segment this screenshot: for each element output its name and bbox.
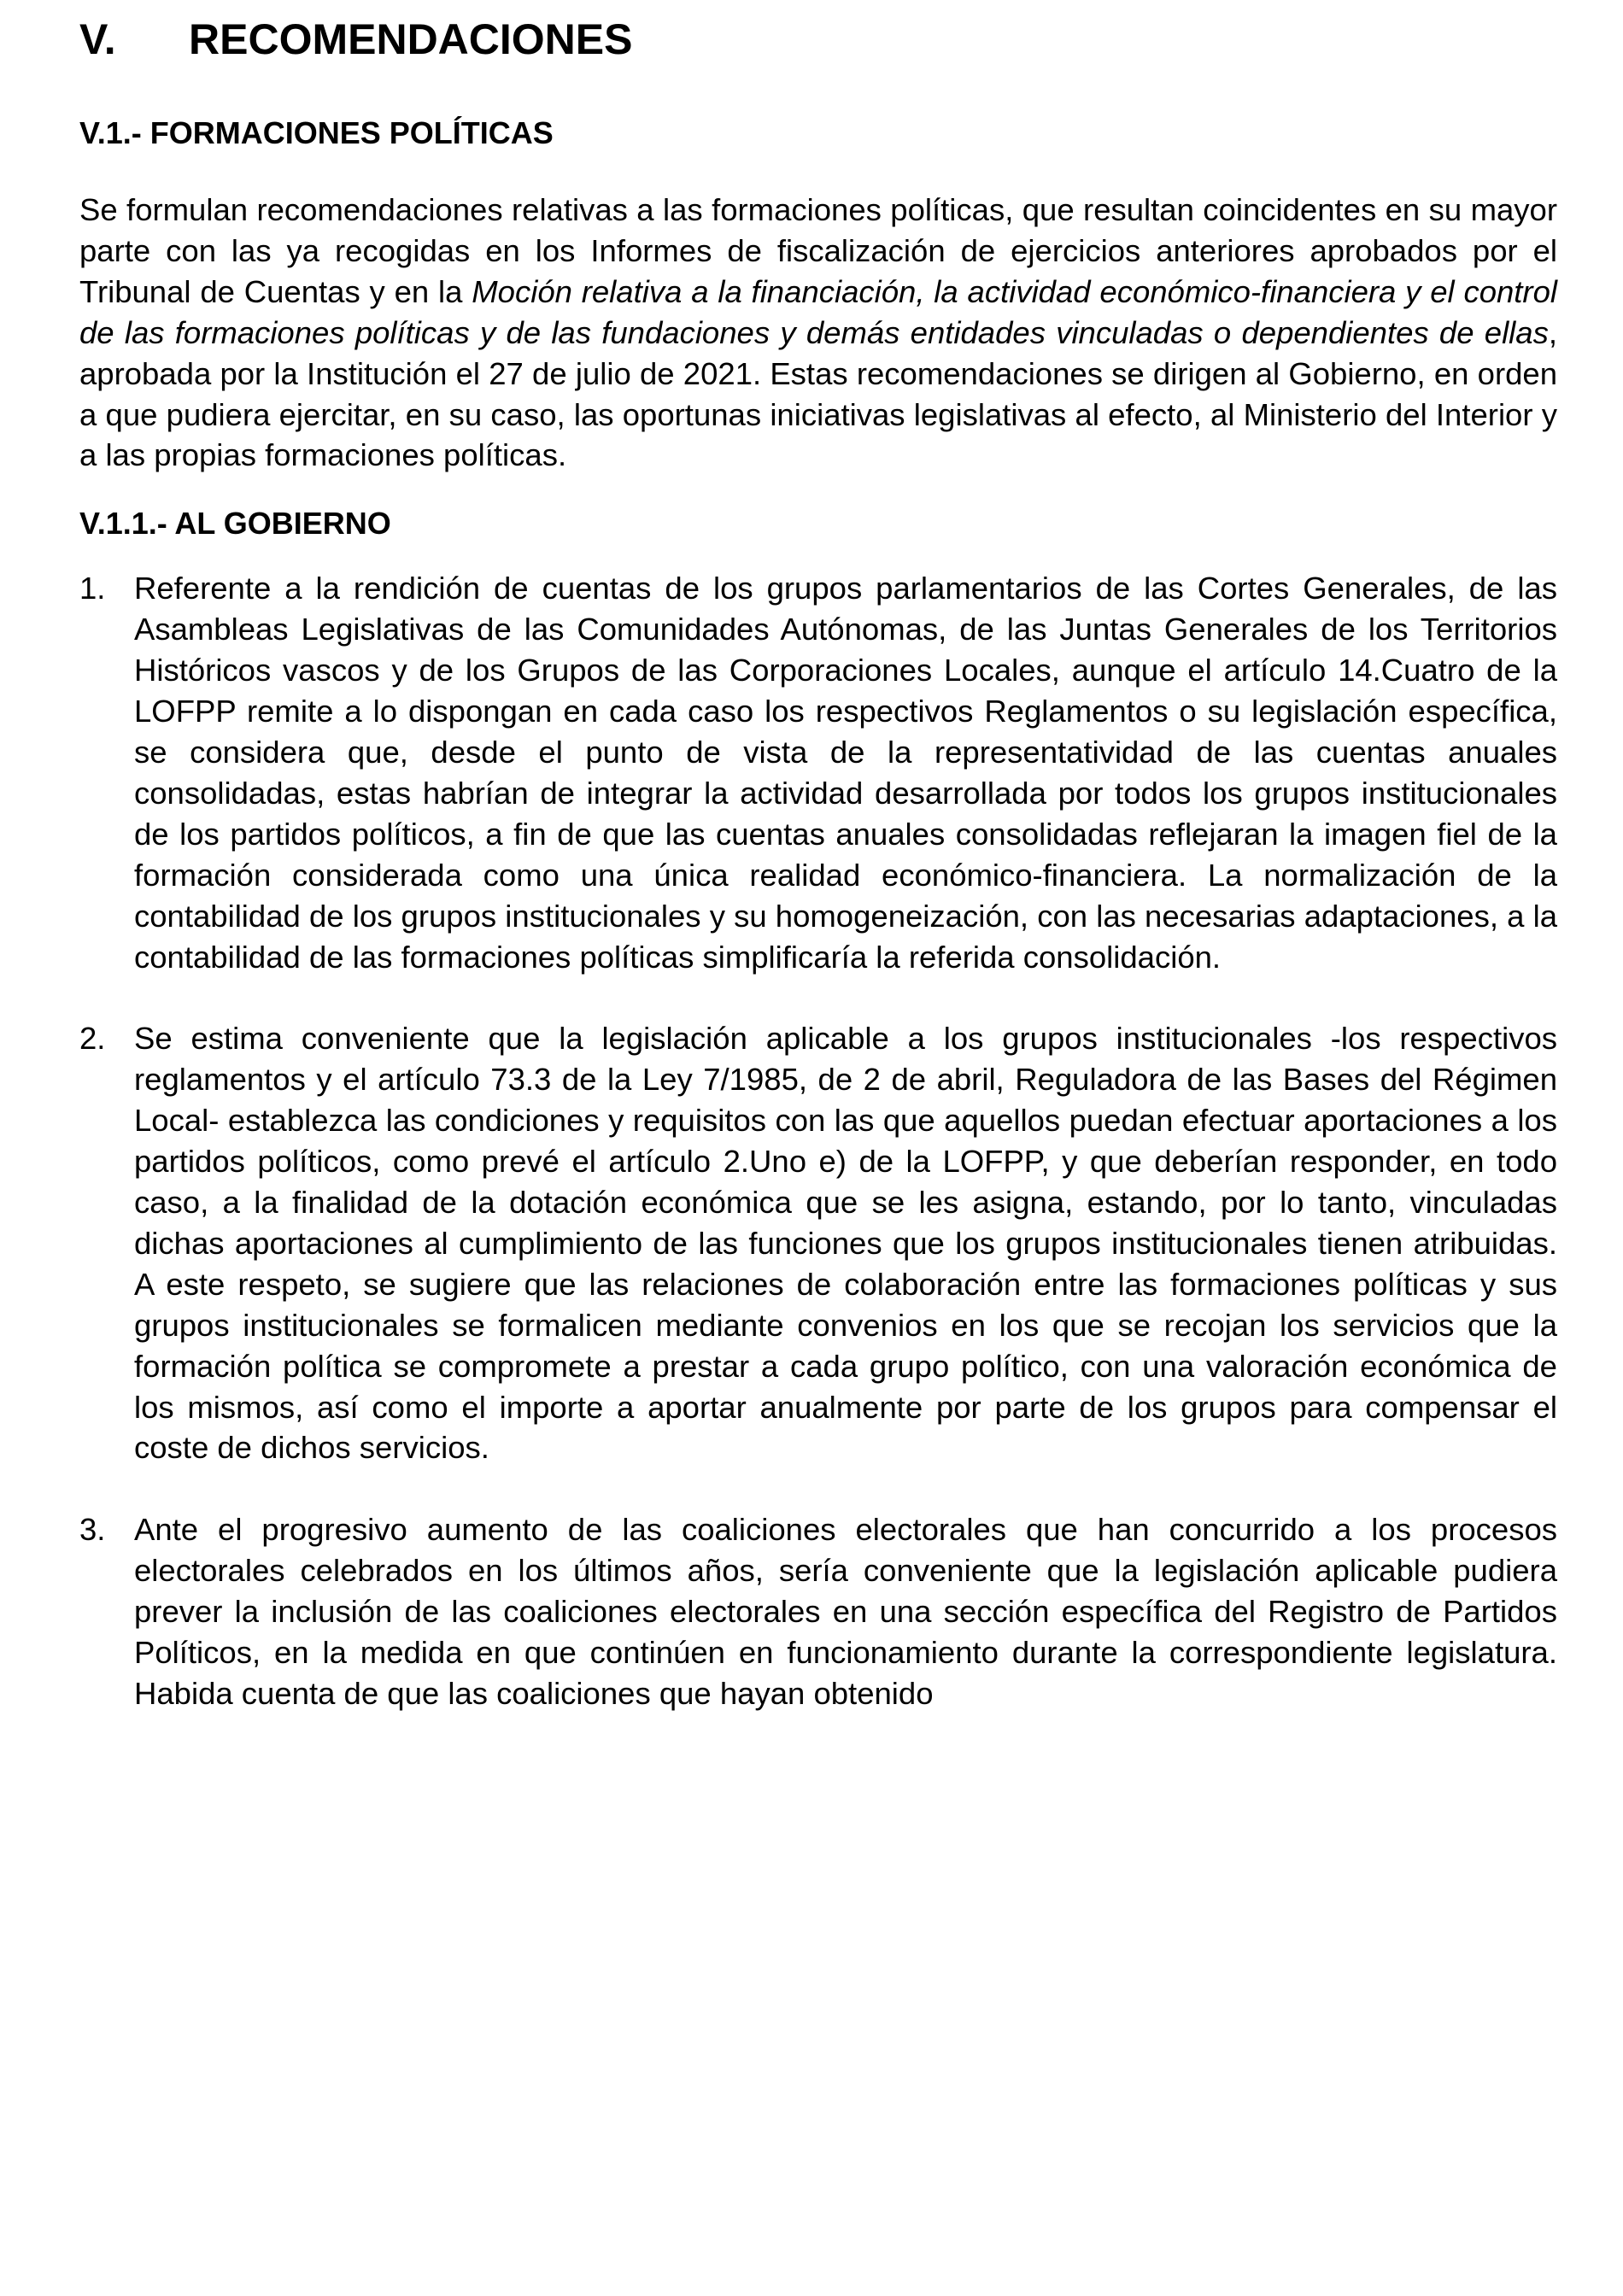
intro-text-start: Se formulan recomendaciones relativas a las formaciones políticas, que resultan coincidentes en su mayor parte con las ya recogidas en los Informes de fiscalización de ejercicios anteriores aprobados por el Tribunal de Cuentas y en la <box>79 192 1557 309</box>
recommendation-item <box>79 568 1557 977</box>
section-title: RECOMENDACIONES <box>189 15 633 63</box>
recommendation-number: 1. <box>79 571 106 606</box>
recommendation-number: 3. <box>79 1512 106 1548</box>
intro-italic-title: Moción relativa a la financiación, la actividad económico-financiera y el control de las formaciones políticas y de las fundaciones y demás entidades vinculadas o dependientes de ellas <box>79 273 1557 350</box>
intro-paragraph <box>79 190 1557 476</box>
subsection-heading: V.1.- FORMACIONES POLÍTICAS <box>79 115 554 150</box>
intro-text-end: , aprobada por la Institución el 27 de julio de 2021. Estas recomendaciones se dirigen al Gobierno, en orden a que pudiera ejercitar, en su caso, las oportunas iniciativas legislativas al efecto, al Ministerio del Interior y a las propias formaciones políticas. <box>79 314 1557 473</box>
recommendation-item <box>79 1018 1557 1468</box>
recommendation-text: Ante el progresivo aumento de las coaliciones electorales que han concurrido a los procesos electorales celebrados en los últimos años, sería conveniente que la legislación aplicable pudiera prever la inclusión de las coaliciones electorales en una sección específica del Registro de Partidos Políticos, en la medida en que continúen en funcionamiento durante la correspondiente legislatura. Habida cuenta de que las coaliciones que hayan obtenido <box>134 1512 1557 1711</box>
document-page <box>79 0 1557 1714</box>
section-heading <box>79 0 1557 67</box>
section-number: V. <box>79 15 116 63</box>
subsubsection-heading: V.1.1.- AL GOBIERNO <box>79 506 391 542</box>
recommendation-item <box>79 1509 1557 1714</box>
recommendation-text: Referente a la rendición de cuentas de los grupos parlamentarios de las Cortes Generales, de las Asambleas Legislativas de las Comunidades Autónomas, de las Juntas Generales de los Territorios Históricos vascos y de los Grupos de las Corporaciones Locales, aunque el artículo 14.Cuatro de la LOFPP remite a lo dispongan en cada caso los respectivos Reglamentos o su legislación específica, se considera que, desde el punto de vista de la representatividad de las cuentas anuales consolidadas, estas habrían de integrar la actividad desarrollada por todos los grupos institucionales de los partidos políticos, a fin de que las cuentas anuales consolidadas reflejaran la imagen fiel de la formación considerada como una única realidad económico-financiera. La normalización de la contabilidad de los grupos institucionales y su homogeneización, con las necesarias adaptaciones, a la contabilidad de las formaciones políticas simplificaría la referida consolidación. <box>134 571 1557 975</box>
recommendation-number: 2. <box>79 1021 106 1057</box>
recommendation-text: Se estima conveniente que la legislación aplicable a los grupos institucionales -los respectivos reglamentos y el artículo 73.3 de la Ley 7/1985, de 2 de abril, Reguladora de las Bases del Régimen Local- establezca las condiciones y requisitos con las que aquellos puedan efectuar aportaciones a los partidos políticos, como prevé el artículo 2.Uno e) de la LOFPP, y que deberían responder, en todo caso, a la finalidad de la dotación económica que se les asigna, estando, por lo tanto, vinculadas dichas aportaciones al cumplimiento de las funciones que los grupos institucionales tienen atribuidas. A este respeto, se sugiere que las relaciones de colaboración entre las formaciones políticas y sus grupos institucionales se formalicen mediante convenios en los que se recojan los servicios que la formación política se compromete a prestar a cada grupo político, con una valoración económica de los mismos, así como el importe a aportar anualmente por parte de los grupos para compensar el coste de dichos servicios. <box>134 1021 1557 1466</box>
recommendations-list <box>79 568 1557 1714</box>
